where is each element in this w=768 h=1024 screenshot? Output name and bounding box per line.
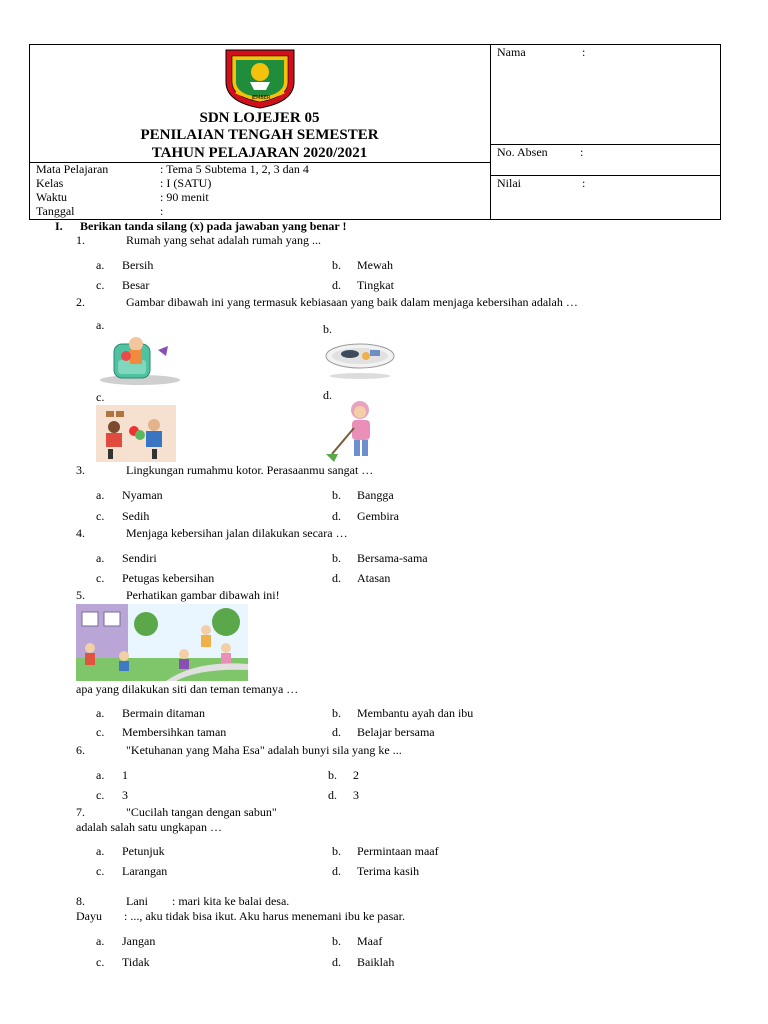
q5-image <box>76 604 248 681</box>
q3-number: 3. <box>76 463 85 477</box>
q6-option-c[interactable]: 3 <box>122 788 128 802</box>
q4-letter-c: c. <box>96 571 105 585</box>
q3-option-a[interactable]: Nyaman <box>122 488 163 502</box>
q6-letter-c: c. <box>96 788 105 802</box>
q4-number: 4. <box>76 526 85 540</box>
q2-letter-b: b. <box>323 322 332 336</box>
q3-letter-d: d. <box>332 509 341 523</box>
q8-option-c[interactable]: Tidak <box>122 955 150 969</box>
q6-option-b[interactable]: 2 <box>353 768 359 782</box>
q7-letter-c: c. <box>96 864 105 878</box>
q5-letter-d: d. <box>332 725 341 739</box>
q7-option-d[interactable]: Terima kasih <box>357 864 420 878</box>
q1-text: Rumah yang sehat adalah rumah yang ... <box>126 233 321 247</box>
info-value-subject: : Tema 5 Subtema 1, 2, 3 dan 4 <box>160 162 309 176</box>
q7-option-a[interactable]: Petunjuk <box>122 844 165 858</box>
info-label-date: Tanggal <box>36 204 75 218</box>
q7-text: "Cucilah tangan dengan sabun" <box>126 805 277 819</box>
q4-option-c[interactable]: Petugas kebersihan <box>122 571 215 585</box>
info-label-time: Waktu <box>36 190 68 204</box>
q5-option-a[interactable]: Bermain ditaman <box>122 706 205 720</box>
name-colon: : <box>582 45 586 59</box>
q5-option-c[interactable]: Membersihkan taman <box>122 725 227 739</box>
q5-letter-b: b. <box>332 706 341 720</box>
q4-text: Menjaga kebersihan jalan dilakukan secara … <box>126 526 348 540</box>
q3-letter-c: c. <box>96 509 105 523</box>
q5-text: Perhatikan gambar dibawah ini! <box>126 588 280 602</box>
q2-number: 2. <box>76 295 85 309</box>
q2-image-c[interactable] <box>96 405 176 462</box>
q1-number: 1. <box>76 233 85 247</box>
q6-text: "Ketuhanan yang Maha Esa" adalah bunyi sila yang ke ... <box>126 743 402 757</box>
q8-option-b[interactable]: Maaf <box>357 934 383 948</box>
q1-option-b[interactable]: Mewah <box>357 258 393 272</box>
info-value-class: : I (SATU) <box>160 176 212 190</box>
q1-option-d[interactable]: Tingkat <box>357 278 394 292</box>
q8-option-d[interactable]: Baiklah <box>357 955 395 969</box>
q8-letter-a: a. <box>96 934 105 948</box>
q5-option-b[interactable]: Membantu ayah dan ibu <box>357 706 474 720</box>
name-label: Nama <box>497 45 526 59</box>
info-value-time: : 90 menit <box>160 190 209 204</box>
score-label: Nilai <box>497 176 521 190</box>
q7-option-b[interactable]: Permintaan maaf <box>357 844 439 858</box>
q3-option-c[interactable]: Sedih <box>122 509 150 523</box>
q8-option-a[interactable]: Jangan <box>122 934 156 948</box>
q6-letter-b: b. <box>328 768 337 782</box>
absen-colon: : <box>580 145 584 159</box>
q4-letter-d: d. <box>332 571 341 585</box>
q2-letter-a: a. <box>96 318 105 332</box>
q2-text: Gambar dibawah ini yang termasuk kebiasaan yang baik dalam menjaga kebersihan adalah … <box>126 295 578 309</box>
q1-letter-c: c. <box>96 278 105 292</box>
absen-label: No. Absen <box>497 145 548 159</box>
q7-option-c[interactable]: Larangan <box>122 864 168 878</box>
score-colon: : <box>582 176 586 190</box>
header-rule-right-2 <box>490 175 720 176</box>
q1-option-a[interactable]: Bersih <box>122 258 154 272</box>
q7-letter-b: b. <box>332 844 341 858</box>
info-label-subject: Mata Pelajaran <box>36 162 109 176</box>
logo-text: JEMBER <box>251 95 271 101</box>
q4-letter-a: a. <box>96 551 105 565</box>
section-number: I. <box>55 219 63 233</box>
q3-option-b[interactable]: Bangga <box>357 488 394 502</box>
q5-followup: apa yang dilakukan siti dan teman temanya … <box>76 682 299 696</box>
q3-text: Lingkungan rumahmu kotor. Perasaanmu sangat … <box>126 463 374 477</box>
q6-letter-d: d. <box>328 788 337 802</box>
q3-letter-a: a. <box>96 488 105 502</box>
q1-letter-d: d. <box>332 278 341 292</box>
q1-option-c[interactable]: Besar <box>122 278 150 292</box>
q1-letter-b: b. <box>332 258 341 272</box>
q8-name-1: Lani <box>126 894 148 908</box>
school-name: SDN LOJEJER 05 <box>199 110 320 126</box>
header-divider <box>490 44 491 219</box>
q5-option-d[interactable]: Belajar bersama <box>357 725 435 739</box>
q8-dialog-1: : mari kita ke balai desa. <box>172 894 290 908</box>
q6-number: 6. <box>76 743 85 757</box>
section-instruction: Berikan tanda silang (x) pada jawaban yang benar ! <box>80 219 347 233</box>
q7-letter-d: d. <box>332 864 341 878</box>
q4-option-d[interactable]: Atasan <box>357 571 391 585</box>
q4-option-a[interactable]: Sendiri <box>122 551 157 565</box>
q7-letter-a: a. <box>96 844 105 858</box>
q5-number: 5. <box>76 588 85 602</box>
q6-letter-a: a. <box>96 768 105 782</box>
info-value-date: : <box>160 204 164 218</box>
q6-option-a[interactable]: 1 <box>122 768 128 782</box>
q1-letter-a: a. <box>96 258 105 272</box>
q4-option-b[interactable]: Bersama-sama <box>357 551 428 565</box>
q4-letter-b: b. <box>332 551 341 565</box>
q8-dialog-2: : ..., aku tidak bisa ikut. Aku harus menemani ibu ke pasar. <box>124 909 405 923</box>
q6-option-d[interactable]: 3 <box>353 788 359 802</box>
q8-name-2: Dayu <box>76 909 102 923</box>
q8-letter-c: c. <box>96 955 105 969</box>
q8-letter-b: b. <box>332 934 341 948</box>
q5-letter-c: c. <box>96 725 105 739</box>
q3-option-d[interactable]: Gembira <box>357 509 399 523</box>
info-label-class: Kelas <box>36 176 64 190</box>
q2-letter-c: c. <box>96 390 105 404</box>
q5-letter-a: a. <box>96 706 105 720</box>
q8-letter-d: d. <box>332 955 341 969</box>
q2-letter-d: d. <box>323 388 332 402</box>
q7-number: 7. <box>76 805 85 819</box>
q3-letter-b: b. <box>332 488 341 502</box>
q2-image-d[interactable] <box>324 398 380 466</box>
q7-text-2: adalah salah satu ungkapan … <box>76 820 222 834</box>
q2-image-b[interactable] <box>324 338 396 380</box>
q8-number: 8. <box>76 894 85 908</box>
exam-title: PENILAIAN TENGAH SEMESTER <box>140 127 379 143</box>
q2-image-a[interactable] <box>98 330 182 386</box>
school-year: TAHUN PELAJARAN 2020/2021 <box>151 145 368 161</box>
